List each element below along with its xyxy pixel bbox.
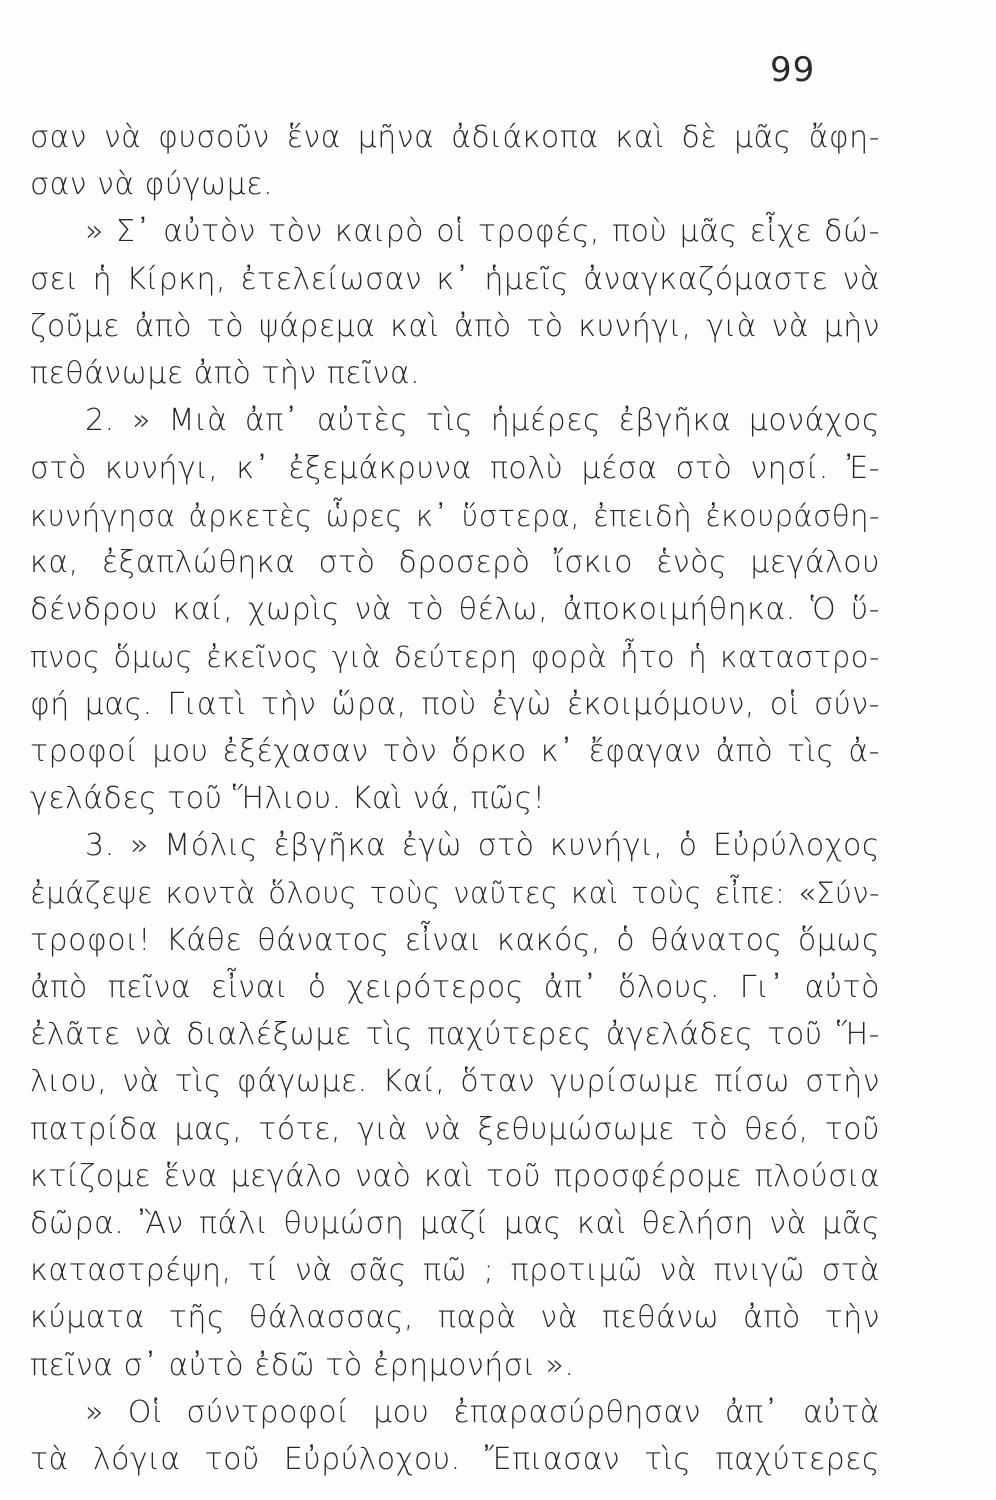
text-line: λιου, νὰ τὶς φάγωμε. Καί, ὅταν γυρίσωμε πίσω στὴν	[30, 1064, 880, 1099]
text-line: ἐμάζεψε κοντὰ ὅλους τοὺς ναῦτες καὶ τοὺς εἶπε: «Σύν-	[30, 876, 880, 910]
text-line: κτίζομε ἕνα μεγάλο ναὸ καὶ τοῦ προσφέρομε πλούσια	[30, 1159, 880, 1194]
text-line: δῶρα. Ἂν πάλι θυμώση μαζί μας καὶ θελήση νὰ μᾶς	[30, 1206, 880, 1241]
text-line: κυνήγησα ἀρκετὲς ὧρες κ᾽ ὕστερα, ἐπειδὴ ἐκουράσθη-	[30, 499, 880, 533]
text-line: δένδρου καί, χωρὶς νὰ τὸ θέλω, ἀποκοιμήθηκα. Ὁ ὕ-	[30, 592, 880, 627]
text-line: ἐλᾶτε νὰ διαλέξωμε τὶς παχύτερες ἀγελάδες τοῦ Ἥ-	[30, 1017, 880, 1052]
text-line: κα, ἐξαπλώθηκα στὸ δροσερὸ ἴσκιο ἑνὸς μεγάλου	[30, 545, 880, 580]
text-line: κύματα τῆς θάλασσας, παρὰ νὰ πεθάνω ἀπὸ τὴν	[30, 1300, 880, 1335]
text-line: πατρίδα μας, τότε, γιὰ νὰ ξεθυμώσωμε τὸ θεό, τοῦ	[30, 1112, 880, 1147]
text-line: ἀπὸ πεῖνα εἶναι ὁ χειρότερος ἀπ᾽ ὅλους. Γι᾽ αὐτὸ	[30, 970, 880, 1005]
text-line: τροφοι! Κάθε θάνατος εἶναι κακός, ὁ θάνατος ὅμως	[30, 923, 880, 958]
text-line: στὸ κυνήγι, κ᾽ ἐξεμάκρυνα πολὺ μέσα στὸ νησί. Ἐ-	[30, 451, 880, 486]
text-line: » Οἱ σύντροφοί μου ἐπαρασύρθησαν ἀπ᾽ αὐτὰ	[85, 1395, 880, 1430]
text-line: ζοῦμε ἀπὸ τὸ ψάρεμα καὶ ἀπὸ τὸ κυνήγι, γιὰ νὰ μὴν	[30, 309, 880, 344]
text-line: σαν νὰ φυσοῦν ἕνα μῆνα ἀδιάκοπα καὶ δὲ μᾶς ἄφη-	[30, 120, 880, 155]
text-line: » Σ᾽ αὐτὸν τὸν καιρὸ οἱ τροφές, ποὺ μᾶς εἶχε δώ-	[85, 214, 880, 249]
text-line: φή μας. Γιατὶ τὴν ὥρα, ποὺ ἐγὼ ἐκοιμόμουν, οἱ σύν-	[30, 687, 880, 722]
text-line: τροφοί μου ἐξέχασαν τὸν ὅρκο κ᾽ ἔφαγαν ἀπὸ τὶς ἀ-	[30, 734, 880, 769]
text-line: τὰ λόγια τοῦ Εὐρύλοχου. Ἔπιασαν τὶς παχύτερες	[30, 1442, 880, 1477]
text-line: γελάδες τοῦ Ἥλιου. Καὶ νά, πῶς!	[30, 781, 546, 816]
text-line: πνος ὅμως ἐκεῖνος γιὰ δεύτερη φορὰ ἦτο ἡ καταστρο-	[30, 640, 880, 674]
page-number: 99	[770, 50, 816, 90]
text-line: πεῖνα σ᾽ αὐτὸ ἐδῶ τὸ ἐρημονήσι ».	[30, 1348, 575, 1383]
text-line: 2. » Μιὰ ἀπ᾽ αὐτὲς τὶς ἡμέρες ἐβγῆκα μονάχος	[85, 403, 880, 438]
text-line: πεθάνωμε ἀπὸ τὴν πεῖνα.	[30, 356, 421, 391]
text-line: καταστρέψη, τί νὰ σᾶς πῶ ; προτιμῶ νὰ πνιγῶ στὰ	[30, 1253, 880, 1288]
text-line: σαν νὰ φύγωμε.	[30, 167, 274, 202]
text-line: 3. » Μόλις ἐβγῆκα ἐγὼ στὸ κυνήγι, ὁ Εὐρύλοχος	[85, 828, 880, 863]
text-line: σει ἡ Κίρκη, ἐτελείωσαν κ᾽ ἡμεῖς ἀναγκαζόμαστε νὰ	[30, 262, 880, 297]
